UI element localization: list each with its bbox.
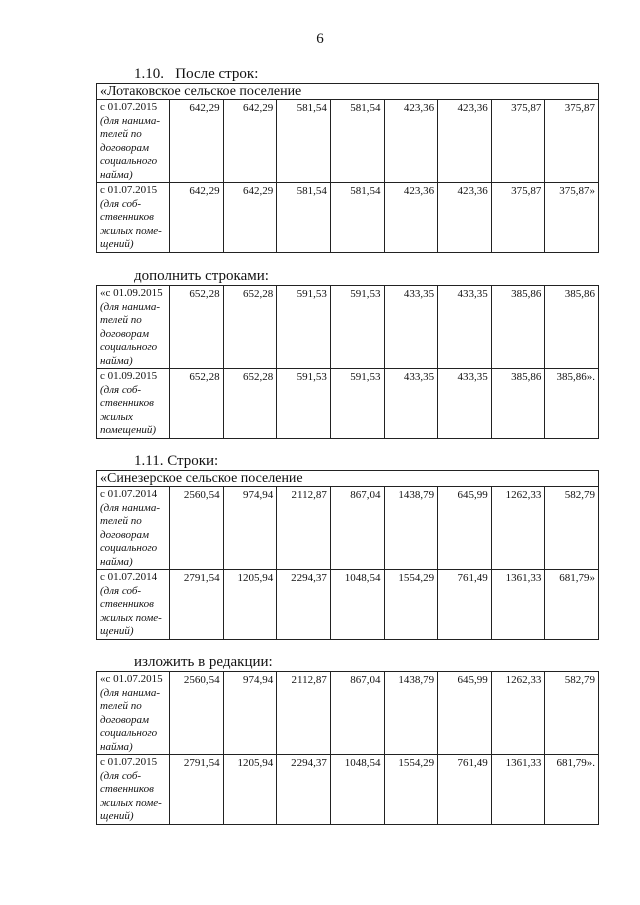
- table-row: [97, 369, 599, 439]
- cell-value: 433,35: [438, 286, 492, 369]
- cell-value: 1048,54: [330, 755, 384, 825]
- table-row: [97, 183, 599, 253]
- cell-value: 1438,79: [384, 672, 438, 755]
- cell-value: 652,28: [223, 369, 277, 439]
- cell-value: 375,87: [491, 183, 545, 253]
- cell-value: 974,94: [223, 672, 277, 755]
- cell-value: 1262,33: [491, 487, 545, 570]
- cell-value: 681,79»: [545, 570, 599, 640]
- cell-value: 1361,33: [491, 570, 545, 640]
- cell-value: 385,86».: [545, 369, 599, 439]
- table-row: [97, 286, 599, 369]
- row-label: с 01.07.2015 (для нанима- телей по договорам социального найма): [97, 100, 170, 183]
- cell-value: 867,04: [330, 672, 384, 755]
- row-label: с 01.07.2014 (для нанима- телей по договорам социального найма): [97, 487, 170, 570]
- cell-value: 433,35: [438, 369, 492, 439]
- cell-value: 582,79: [545, 672, 599, 755]
- cell-value: 2791,54: [170, 755, 224, 825]
- cell-value: 582,79: [545, 487, 599, 570]
- cell-value: 423,36: [384, 100, 438, 183]
- cell-value: 591,53: [330, 369, 384, 439]
- cell-value: 385,86: [491, 369, 545, 439]
- cell-value: 2294,37: [277, 570, 331, 640]
- cell-value: 1205,94: [223, 570, 277, 640]
- cell-value: 652,28: [223, 286, 277, 369]
- cell-value: 642,29: [223, 100, 277, 183]
- cell-value: 1554,29: [384, 755, 438, 825]
- section-heading-replace: изложить в редакции:: [134, 654, 273, 670]
- row-label: «с 01.09.2015 (для нанима- телей по договорам социального найма): [97, 286, 170, 369]
- section-heading-1-11: 1.11. Строки:: [134, 453, 219, 469]
- row-label: «с 01.07.2015 (для нанима- телей по договорам социального найма): [97, 672, 170, 755]
- table-row: [97, 570, 599, 640]
- cell-value: 591,53: [277, 369, 331, 439]
- cell-value: 974,94: [223, 487, 277, 570]
- cell-value: 645,99: [438, 672, 492, 755]
- page-number: 6: [316, 31, 324, 47]
- cell-value: 652,28: [170, 369, 224, 439]
- cell-value: 2294,37: [277, 755, 331, 825]
- table-row: [97, 672, 599, 755]
- cell-value: 2560,54: [170, 672, 224, 755]
- cell-value: 423,36: [384, 183, 438, 253]
- cell-value: 867,04: [330, 487, 384, 570]
- cell-value: 2791,54: [170, 570, 224, 640]
- cell-value: 433,35: [384, 286, 438, 369]
- cell-value: 2112,87: [277, 487, 331, 570]
- table-lotakovskoe-new: [96, 285, 599, 439]
- cell-value: 761,49: [438, 570, 492, 640]
- table-sinezerskoe-new: [96, 671, 599, 825]
- cell-value: 2112,87: [277, 672, 331, 755]
- cell-value: 375,87: [491, 100, 545, 183]
- section-heading-add: дополнить строками:: [134, 268, 269, 284]
- cell-value: 761,49: [438, 755, 492, 825]
- cell-value: 375,87»: [545, 183, 599, 253]
- cell-value: 581,54: [277, 100, 331, 183]
- cell-value: 645,99: [438, 487, 492, 570]
- cell-value: 681,79».: [545, 755, 599, 825]
- cell-value: 1048,54: [330, 570, 384, 640]
- row-label: с 01.09.2015 (для соб- ственников жилых помещений): [97, 369, 170, 439]
- cell-value: 385,86: [545, 286, 599, 369]
- row-label: с 01.07.2015 (для соб- ственников жилых поме- щений): [97, 755, 170, 825]
- cell-value: 423,36: [438, 183, 492, 253]
- table-row: [97, 100, 599, 183]
- cell-value: 385,86: [491, 286, 545, 369]
- cell-value: 642,29: [170, 183, 224, 253]
- table-row: [97, 755, 599, 825]
- cell-value: 433,35: [384, 369, 438, 439]
- cell-value: 1438,79: [384, 487, 438, 570]
- table-sinezerskoe-old: [96, 470, 599, 640]
- cell-value: 591,53: [277, 286, 331, 369]
- cell-value: 581,54: [330, 183, 384, 253]
- cell-value: 2560,54: [170, 487, 224, 570]
- cell-value: 375,87: [545, 100, 599, 183]
- section-heading-1-10: 1.10. После строк:: [134, 66, 259, 82]
- row-label: с 01.07.2014 (для соб- ственников жилых поме- щений): [97, 570, 170, 640]
- row-label: с 01.07.2015 (для соб- ственников жилых поме- щений): [97, 183, 170, 253]
- table-lotakovskoe-old: [96, 83, 599, 253]
- table-title: «Синезерское сельское поселение: [97, 471, 599, 487]
- cell-value: 581,54: [330, 100, 384, 183]
- cell-value: 1554,29: [384, 570, 438, 640]
- cell-value: 652,28: [170, 286, 224, 369]
- table-title: «Лотаковское сельское поселение: [97, 84, 599, 100]
- cell-value: 642,29: [223, 183, 277, 253]
- cell-value: 1361,33: [491, 755, 545, 825]
- cell-value: 1205,94: [223, 755, 277, 825]
- cell-value: 591,53: [330, 286, 384, 369]
- cell-value: 581,54: [277, 183, 331, 253]
- table-row: [97, 487, 599, 570]
- cell-value: 642,29: [170, 100, 224, 183]
- cell-value: 1262,33: [491, 672, 545, 755]
- cell-value: 423,36: [438, 100, 492, 183]
